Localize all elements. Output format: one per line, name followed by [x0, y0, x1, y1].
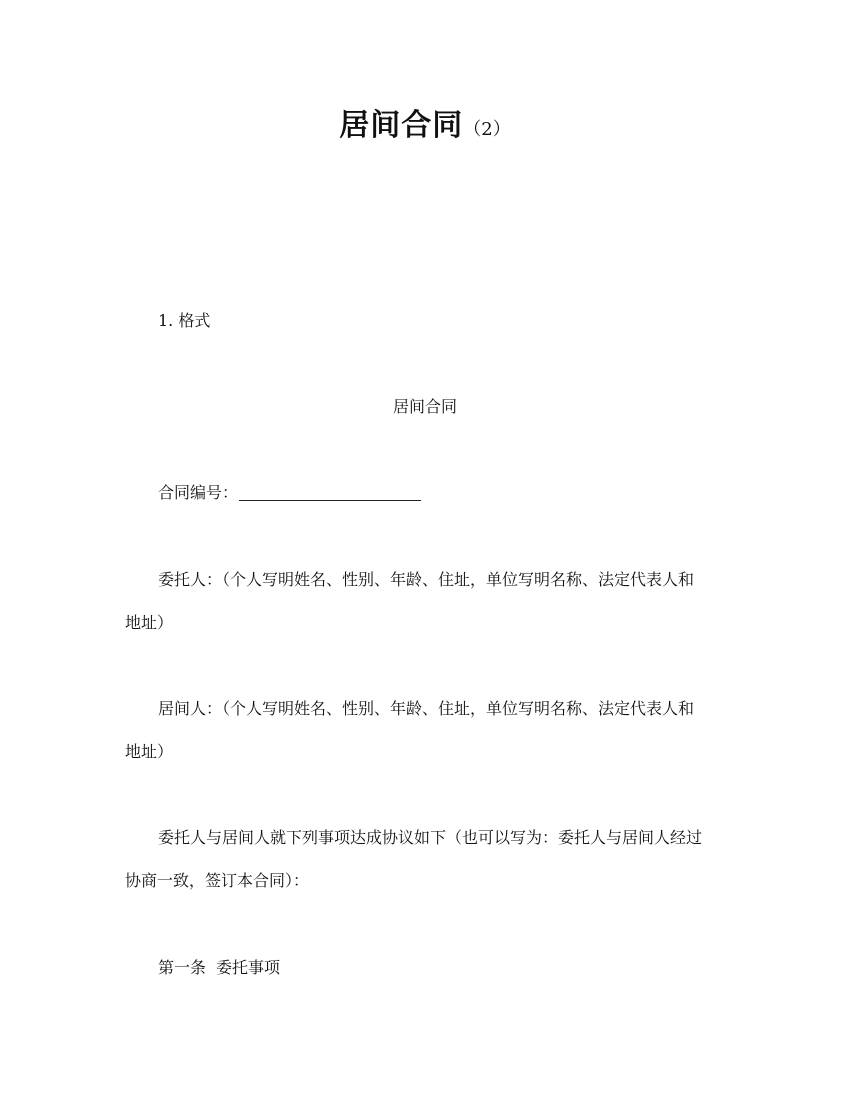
title-suffix: （2）: [463, 119, 511, 140]
contract-heading: 居间合同: [392, 397, 457, 416]
principal-line-1: 委托人：（个人写明姓名、性别、年龄、住址，单位写明名称、法定代表人和: [158, 570, 695, 589]
title-main: 居间合同: [339, 108, 464, 143]
page-title: [0, 100, 850, 144]
format-heading: 1. 格式: [158, 311, 211, 330]
contract-number-label: 合同编号：: [158, 483, 239, 502]
article-1-title: 委托事项: [216, 958, 281, 977]
intermediary-line-2: 地址）: [125, 742, 174, 761]
agreement-line-2: 协商一致，签订本合同）：: [125, 871, 310, 890]
agreement-line-1: 委托人与居间人就下列事项达成协议如下（也可以写为：委托人与居间人经过: [158, 828, 703, 847]
contract-number-row: [158, 483, 421, 503]
article-1-heading: [158, 958, 280, 978]
principal-line-2: 地址）: [125, 613, 174, 632]
contract-number-blank: [239, 499, 421, 501]
intermediary-line-1: 居间人：（个人写明姓名、性别、年龄、住址，单位写明名称、法定代表人和: [158, 699, 695, 718]
article-1-number: 第一条: [158, 958, 207, 977]
